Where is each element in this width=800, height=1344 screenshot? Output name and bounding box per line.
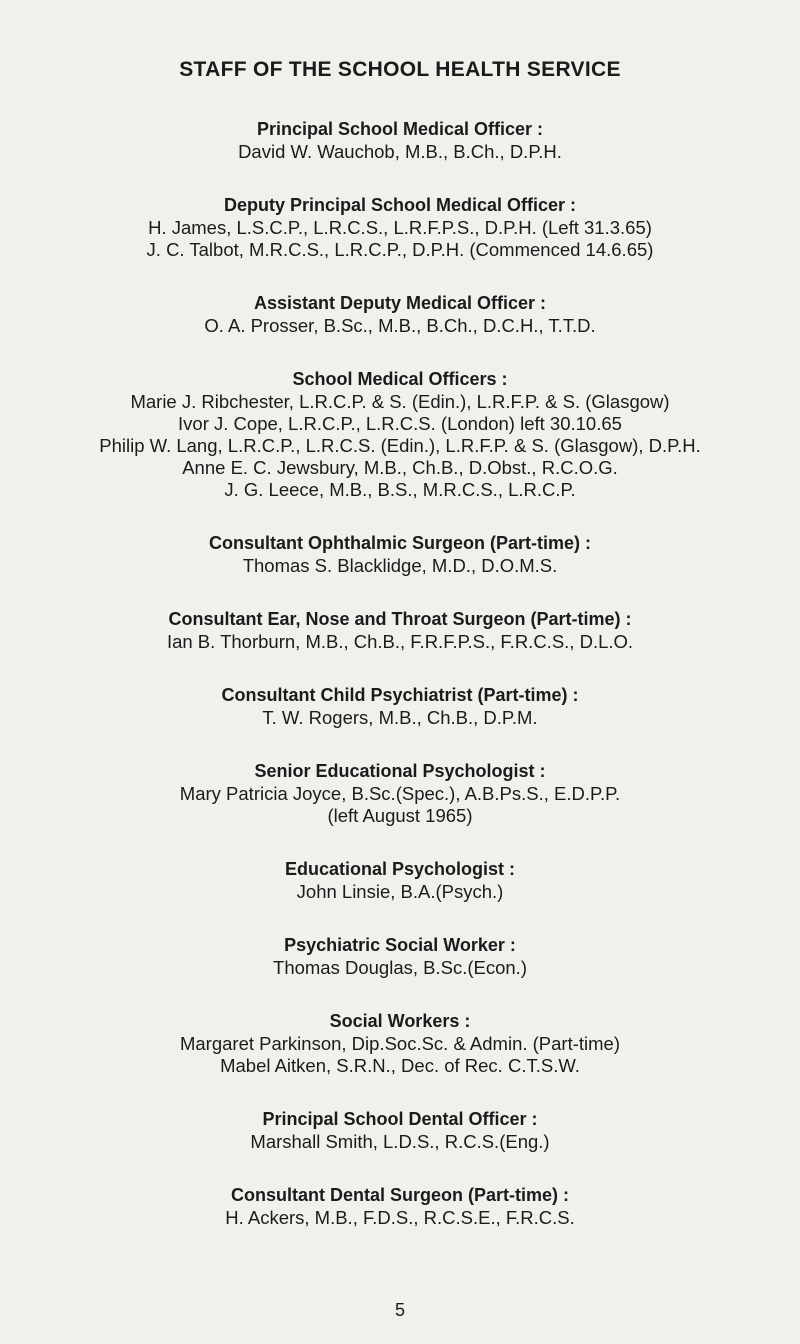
staff-entry: H. James, L.S.C.P., L.R.C.S., L.R.F.P.S., D.P.H. (Left 31.3.65): [148, 217, 652, 238]
section-title: Consultant Ophthalmic Surgeon (Part-time) :: [208, 533, 591, 553]
staff-entry: J. C. Talbot, M.R.C.S., L.R.C.P., D.P.H. (Commenced 14.6.65): [146, 239, 654, 260]
section-social-workers: [0, 1009, 800, 1077]
staff-entry: T. W. Rogers, M.B., Ch.B., D.P.M.: [262, 707, 538, 728]
staff-entry: O. A. Prosser, B.Sc., M.B., B.Ch., D.C.H., T.T.D.: [204, 315, 596, 336]
staff-entry: Thomas S. Blacklidge, M.D., D.O.M.S.: [242, 555, 558, 576]
staff-entry: Anne E. C. Jewsbury, M.B., Ch.B., D.Obst., R.C.O.G.: [182, 457, 618, 478]
section-title: School Medical Officers :: [292, 369, 508, 389]
section-assistant-deputy-medical-officer: [0, 291, 800, 337]
section-consultant-dental-surgeon: [0, 1183, 800, 1229]
staff-entry: Philip W. Lang, L.R.C.P., L.R.C.S. (Edin.), L.R.F.P. & S. (Glasgow), D.P.H.: [99, 435, 701, 456]
staff-entry: Mary Patricia Joyce, B.Sc.(Spec.), A.B.Ps.S., E.D.P.P.: [179, 783, 621, 804]
section-title: Assistant Deputy Medical Officer :: [253, 293, 547, 313]
section-psychiatric-social-worker: [0, 933, 800, 979]
staff-list: [0, 117, 800, 1259]
section-educational-psychologist: [0, 857, 800, 903]
staff-entry: J. G. Leece, M.B., B.S., M.R.C.S., L.R.C.P.: [224, 479, 576, 500]
page-number: 5: [394, 1300, 405, 1320]
staff-entry: David W. Wauchob, M.B., B.Ch., D.P.H.: [238, 141, 562, 162]
section-senior-educational-psychologist: [0, 759, 800, 827]
section-title: Educational Psychologist :: [284, 859, 516, 879]
section-title: Consultant Child Psychiatrist (Part-time) :: [221, 685, 579, 705]
staff-entry: Marie J. Ribchester, L.R.C.P. & S. (Edin.), L.R.F.P. & S. (Glasgow): [130, 391, 670, 412]
section-consultant-ophthalmic-surgeon: [0, 531, 800, 577]
section-consultant-ent-surgeon: [0, 607, 800, 653]
section-title: Consultant Ear, Nose and Throat Surgeon (Part-time) :: [168, 609, 632, 629]
section-title: Social Workers :: [329, 1011, 471, 1031]
staff-entry: H. Ackers, M.B., F.D.S., R.C.S.E., F.R.C.S.: [225, 1207, 575, 1228]
staff-entry: Margaret Parkinson, Dip.Soc.Sc. & Admin. (Part-time): [179, 1033, 621, 1054]
section-title: Senior Educational Psychologist :: [254, 761, 546, 781]
staff-entry: Ian B. Thorburn, M.B., Ch.B., F.R.F.P.S., F.R.C.S., D.L.O.: [166, 631, 634, 652]
staff-entry: Ivor J. Cope, L.R.C.P., L.R.C.S. (London) left 30.10.65: [178, 413, 622, 434]
staff-entry: Thomas Douglas, B.Sc.(Econ.): [273, 957, 527, 978]
staff-entry: John Linsie, B.A.(Psych.): [296, 881, 504, 902]
staff-entry: (left August 1965): [327, 805, 473, 826]
section-school-medical-officers: [0, 367, 800, 501]
section-title: Consultant Dental Surgeon (Part-time) :: [230, 1185, 569, 1205]
section-title: Principal School Dental Officer :: [262, 1109, 538, 1129]
section-principal-school-dental-officer: [0, 1107, 800, 1153]
staff-entry: Mabel Aitken, S.R.N., Dec. of Rec. C.T.S.W.: [220, 1055, 580, 1076]
section-title: Psychiatric Social Worker :: [284, 935, 516, 955]
section-consultant-child-psychiatrist: [0, 683, 800, 729]
section-title: Deputy Principal School Medical Officer :: [223, 195, 577, 215]
page-title: STAFF OF THE SCHOOL HEALTH SERVICE: [179, 58, 621, 81]
section-title: Principal School Medical Officer :: [256, 119, 544, 139]
section-principal-school-medical-officer: [0, 117, 800, 163]
staff-entry: Marshall Smith, L.D.S., R.C.S.(Eng.): [250, 1131, 550, 1152]
section-deputy-principal-school-medical-officer: [0, 193, 800, 261]
